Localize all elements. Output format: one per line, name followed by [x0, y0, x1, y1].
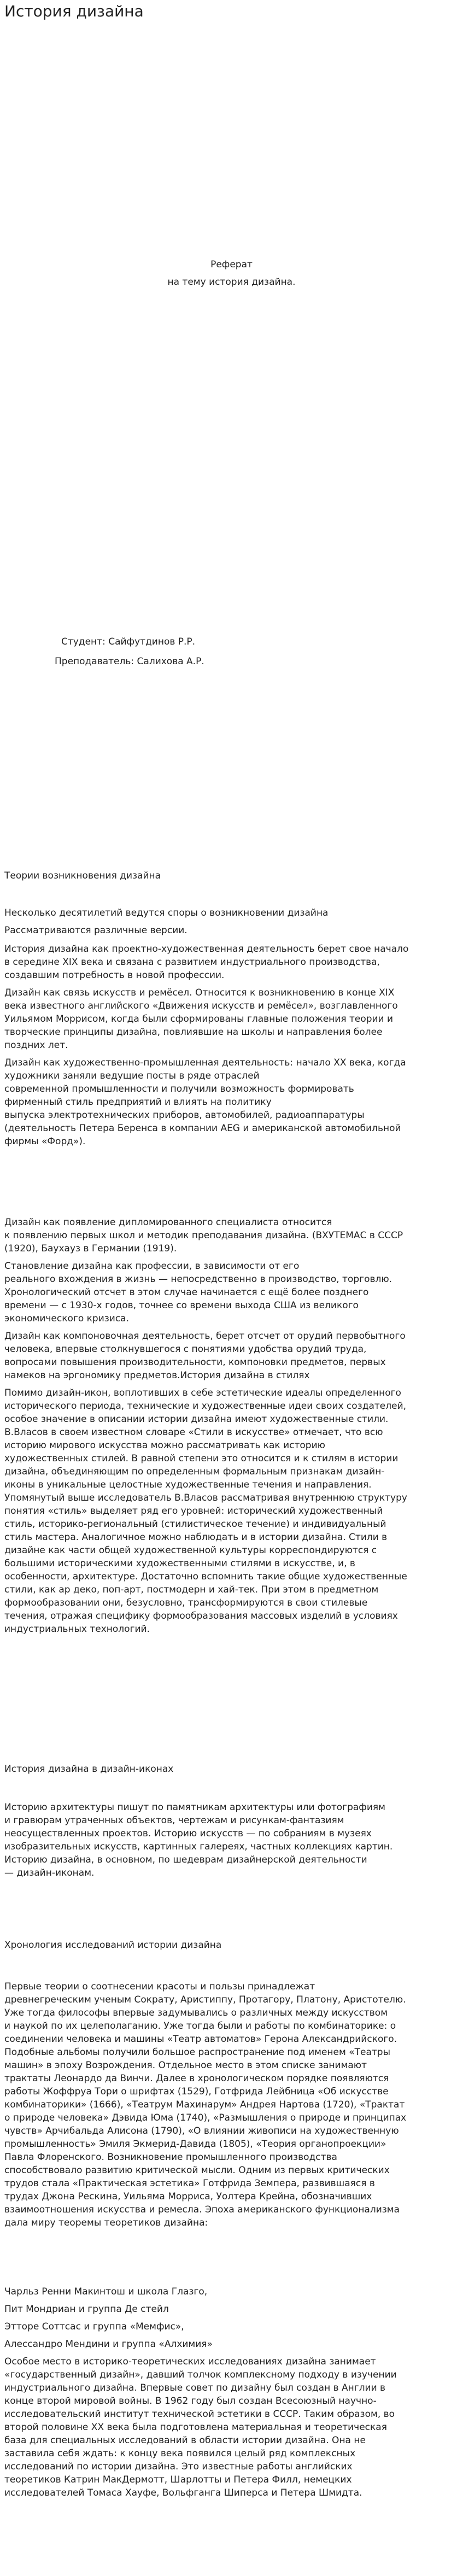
paragraph: Первые теории о соотнесении красоты и пользы принадлежат древнегреческим ученым Сократу, Аристиппу, Протагору, Платону, Аристотелю. Уже тогда философы впервые задумывались о различных между искусством и наукой по их целеполаганию. Уже тогда были и работы по комбинаторике: о соединении человека и машины «Театр автоматов» Герона Александрийского. Подобные альбомы получили большое распространение под именем «Театры машин» в эпоху Возрождения. Отдельное место в этом списке занимают трактаты Леонардо да Винчи. Далее в хронологическом порядке появляются работы Жоффруа Тори о шрифтах (1529), Готфрида Лейбница «Об искусстве комбинаторики» (1666), «Театрум Махинарум» Андрея Нартова (1720), «Трактат о природе человека» Дэвида Юма (1740), «Размышления о природе и принципах чувств» Арчибальда Алисона (1790), «О влиянии живописи на художественную промышленность» Эмиля Экмерид-Давида (1805), «Теория органопроекции» Павла Флоренского. Возникновение промышленного производства способствовало развитию критической мысли. Одним из первых критических трудов стала «Практическая эстетика» Готфрида Земпера, развившаяся в трудах Джона Рескина, Уильяма Морриса, Уолтера Крейна, обозначивших взаимоотношения искусства и ремесла. Эпоха американского функционализма дала миру теоремы теоретиков дизайна: [4, 1981, 407, 2228]
paragraph: Несколько десятилетий ведутся споры о возникновении дизайна [4, 908, 329, 918]
paragraph: Дизайн как появление дипломированного специалиста относится к появлению первых школ и методик преподавания дизайна. (ВХУТЕМАС в СССР (1920), Баухауз в Германии (1919). [4, 1217, 403, 1254]
paragraph: Дизайн как компоновочная деятельность, берет отсчет от орудий первобытного человека, впервые столкнувшегося с понятиями удобства орудий труда, вопросами повышения производительности, компоновки предметов, первых намеков на эргономику предметов.История дизайна в стилях [4, 1331, 406, 1381]
paragraph: История дизайна как проектно-художественная деятельность берет свое начало в середине XIX века и связана с развитием индустриального производства, создавшим потребность в новой профессии. [4, 944, 409, 981]
paragraph: Помимо дизайн-икон, воплотивших в себе эстетические идеалы определенного исторического периода, технические и художественные идеи своих создателей, особое значение в описании истории дизайна имеют художественные стили. В.Власов в своем известном словаре «Стили в искусстве» отмечает, что всю историю мирового искусства можно рассматривать как историю художественных стилей. В равной степени это относится и к стилям в истории дизайна, объединяющим по определенным формальным признакам дизайн- иконы в уникальные целостные художественные течения и направления. Упомянутый выше исследователь В.Власов рассматривая внутреннюю структуру понятия «стиль» выделяет ряд его уровней: исторический художественный стиль, историко-региональный (стилистическое течение) и индивидуальный стиль мастера. Аналогичное можно наблюдать и в истории дизайна. Стили в дизайне как части общей художественной культуры корреспондируются с большими историческими художественными стилями в искусстве, и, в особенности, архитектуре. Достаточно вспомнить такие общие художественные стили, как ар деко, поп-арт, постмодерн и хай-тек. При этом в предметном формообразовании они, безусловно, трансформируются в свои стилевые течения, отражая специфику формообразования массовых изделий в условиях индустриальных технологий. [4, 1387, 407, 1635]
cover-label: Реферат [210, 259, 253, 270]
list-item: Чарльз Ренни Макинтош и школа Глазго, [4, 2286, 208, 2297]
list-item: Этторе Соттсас и группа «Мемфис», [4, 2321, 184, 2332]
paragraph: Дизайн как художественно-промышленная деятельность: начало XX века, когда художники заняли ведущие посты в ряде отраслей современной промышленности и получили возможность формировать фирменный стиль предприятий и влиять на политику выпуска электротехнических приборов, автомобилей, радиоаппаратуры (деятельность Петера Беренса в компании AEG и американской автомобильной фирмы «Форд»). [4, 1057, 406, 1147]
section-heading-chronology: Хронология исследований истории дизайна [4, 1940, 222, 1951]
cover-teacher: Преподаватель: Салихова А.Р. [55, 656, 204, 667]
paragraph: Становление дизайна как профессии, в зависимости от его реального вхождения в жизнь — непосредственно в производство, торговлю. Хронологический отсчет в этом случае начинается с ещё более позднего времени — с 1930-х годов, точнее со времени выхода США из великого экономического кризиса. [4, 1261, 392, 1324]
list-item: Пит Мондриан и группа Де стейл [4, 2304, 169, 2315]
paragraph: Историю архитектуры пишут по памятникам архитектуры или фотографиям и гравюрам утраченных объектов, чертежам и рисункам-фантазиям неосуществленных проектов. Историю искусств — по собраниям в музеях изобразительных искусств, картинных галереях, частных коллекциях картин. Историю дизайна, в основном, по шедеврам дизайнерской деятельности — дизайн-иконам. [4, 1802, 393, 1878]
list-item: Алессандро Мендини и группа «Алхимия» [4, 2339, 213, 2350]
paragraph: Особое место в историко-теоретических исследованиях дизайна занимает «государственный дизайн», давший толчок комплексному подходу в изучении индустриального дизайна. Впервые совет по дизайну был создан в Англии в конце второй мировой войны. В 1962 году был создан Всесоюзный научно- исследовательский институт технической эстетики в СССР. Таким образом, во второй половине XX века была подготовлена материальная и теоретическая база для специальных исследований в области истории дизайна. Она не заставила себя ждать: к концу века появился целый ряд комплексных исследований по истории дизайна. Это известные работы английских теоретиков Катрин МакДермотт, Шарлотты и Петера Филл, немецких исследователей Томаса Хауфе, Вольфганга Шиперса и Петера Шмидта. [4, 2356, 397, 2498]
cover-student: Студент: Сайфутдинов Р.Р. [61, 636, 196, 647]
section-heading-icons: История дизайна в дизайн-иконах [4, 1764, 174, 1775]
paragraph: Рассматриваются различные версии. [4, 925, 187, 936]
page-title: История дизайна [4, 2, 144, 20]
cover-subject: на тему история дизайна. [167, 277, 296, 288]
paragraph: Дизайн как связь искусств и ремёсел. Относится к возникновению в конце XIX века известного английского «Движения искусств и ремёсел», возглавленного Уильямом Моррисом, когда были сформированы главные положения теории и творческие принципы дизайна, повлиявшие на школы и направления более поздних лет. [4, 987, 398, 1051]
section-heading-theories: Теории возникновения дизайна [4, 870, 161, 881]
